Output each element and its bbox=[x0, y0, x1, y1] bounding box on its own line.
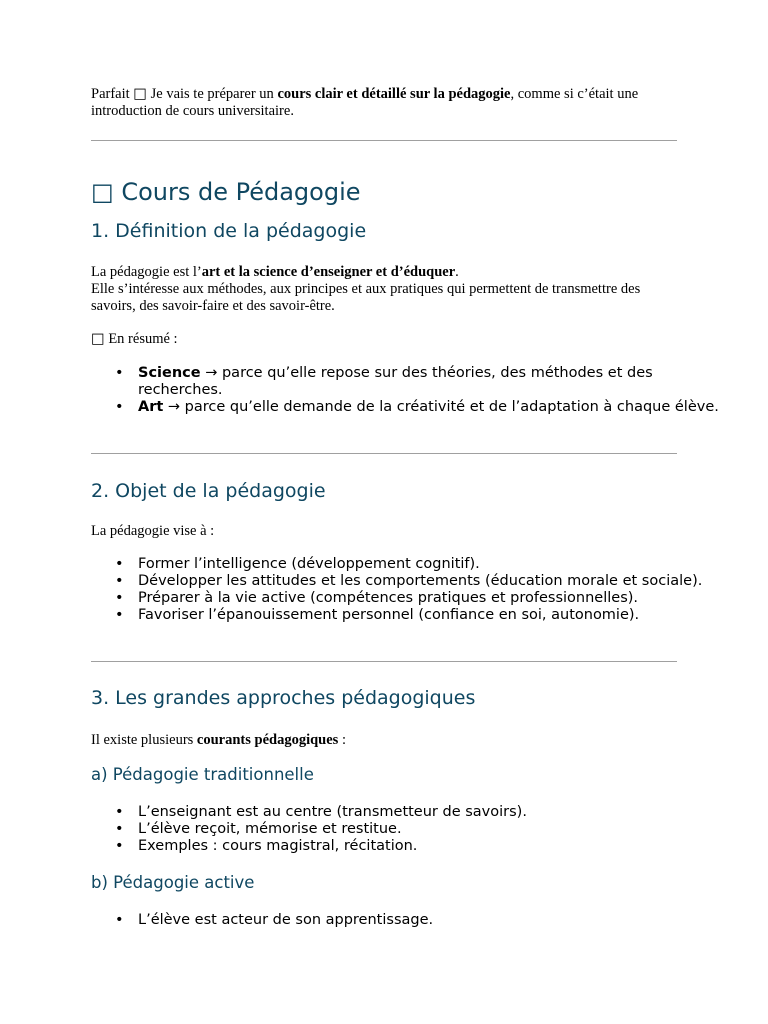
divider bbox=[91, 661, 677, 662]
intro-text-pre: Parfait bbox=[91, 86, 134, 102]
summary-glyph-icon: □ bbox=[91, 331, 105, 347]
list-item-text: → parce qu’elle demande de la créativité et de l’adaptation à chaque élève. bbox=[163, 399, 719, 415]
list-item: • L’élève reçoit, mémorise et restitue. bbox=[138, 821, 724, 838]
summary-line bbox=[91, 331, 178, 348]
section1-line1 bbox=[91, 264, 677, 281]
list-item: • Favoriser l’épanouissement personnel (confiance en soi, autonomie). bbox=[138, 607, 724, 624]
section3-intro bbox=[91, 732, 346, 749]
divider bbox=[91, 453, 677, 454]
list-item: • Développer les attitudes et les comportements (éducation morale et sociale). bbox=[138, 573, 724, 590]
divider bbox=[91, 140, 677, 141]
section3-intro-bold: courants pédagogiques bbox=[196, 732, 339, 748]
list-item: • Préparer à la vie active (compétences pratiques et professionnelles). bbox=[138, 590, 724, 607]
section2-list bbox=[91, 556, 724, 624]
page-title bbox=[91, 178, 361, 206]
section1-text-post: . bbox=[455, 264, 459, 280]
list-item-text: → parce qu’elle repose sur des théories, des méthodes et des recherches. bbox=[138, 365, 653, 398]
section2-intro: La pédagogie vise à : bbox=[91, 523, 215, 539]
intro-text-post: , comme si c’était une introduction de cours universitaire. bbox=[91, 86, 639, 119]
intro-paragraph bbox=[91, 86, 677, 120]
intro-text-mid: Je vais te préparer un bbox=[146, 86, 278, 102]
section1-bold: art et la science d’enseigner et d’éduquer bbox=[201, 264, 456, 280]
list-item: • L’élève est acteur de son apprentissage. bbox=[138, 912, 724, 929]
section1-list bbox=[91, 365, 724, 416]
subsection-b-heading: b) Pédagogie active bbox=[91, 873, 255, 892]
title-glyph-icon: □ bbox=[91, 178, 114, 206]
list-item-term: Science bbox=[138, 365, 201, 381]
section1-line2: Elle s’intéresse aux méthodes, aux principes et aux pratiques qui permettent de transmettre des savoirs, des savoir-faire et des savoir-être. bbox=[91, 281, 641, 314]
section3-intro-post: : bbox=[338, 732, 346, 748]
list-item: • L’enseignant est au centre (transmetteur de savoirs). bbox=[138, 804, 724, 821]
section3-intro-pre: Il existe plusieurs bbox=[91, 732, 197, 748]
intro-bold: cours clair et détaillé sur la pédagogie bbox=[277, 86, 511, 102]
subsection-a-list bbox=[91, 804, 724, 855]
section1-paragraph bbox=[91, 264, 677, 315]
section1-text-pre: La pédagogie est l’ bbox=[91, 264, 202, 280]
title-text: Cours de Pédagogie bbox=[113, 178, 361, 206]
list-item-term: Art bbox=[138, 399, 164, 415]
list-item: • Former l’intelligence (développement cognitif). bbox=[138, 556, 724, 573]
summary-text: En résumé : bbox=[104, 331, 178, 347]
list-item bbox=[138, 365, 724, 399]
section3-heading: 3. Les grandes approches pédagogiques bbox=[91, 687, 476, 709]
section2-heading: 2. Objet de la pédagogie bbox=[91, 480, 326, 502]
section1-heading: 1. Définition de la pédagogie bbox=[91, 220, 367, 242]
list-item: • Exemples : cours magistral, récitation. bbox=[138, 838, 724, 855]
subsection-b-list bbox=[91, 912, 724, 929]
subsection-a-heading: a) Pédagogie traditionnelle bbox=[91, 765, 314, 784]
placeholder-glyph-icon: □ bbox=[133, 86, 147, 102]
list-item bbox=[138, 399, 724, 416]
